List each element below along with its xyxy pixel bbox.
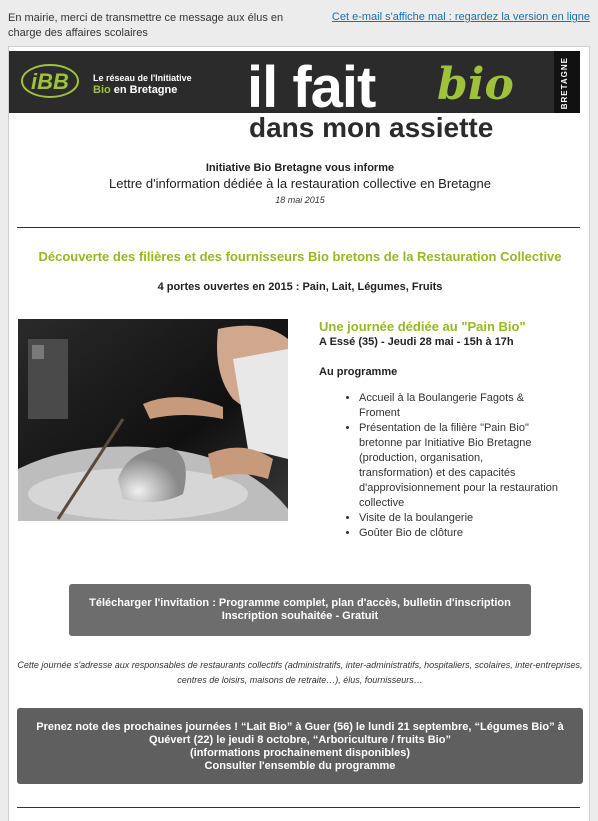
newsletter-title: Lettre d'information dédiée à la restauration collective en Bretagne (109, 176, 491, 191)
program-item: • Accueil à la Boulangerie Fagots & Froment (359, 391, 559, 421)
next-events-button[interactable] (17, 708, 583, 784)
event-title: Une journée dédiée au "Pain Bio" (319, 319, 526, 334)
next-events-note: (informations prochainement disponibles) (189, 747, 411, 759)
newsletter-card (8, 46, 590, 821)
logo-letters: iBB (31, 69, 69, 94)
download-invitation-button[interactable] (69, 584, 531, 636)
full-program-link: Consulter l'ensemble du programme (204, 760, 396, 772)
program-list (319, 391, 559, 541)
registration-note: Inscription souhaitée - Gratuit (221, 610, 379, 622)
program-item: • Présentation de la filière "Pain Bio" bretonne par Initiative Bio Bretagne (production, organisation, transformation) et des capacités d'approvisionnement pour la restauration collective (359, 421, 559, 511)
program-item: • Visite de la boulangerie (359, 511, 559, 526)
audience-text: Cette journée s'adresse aux responsables de restaurants collectifs (administratifs, inter-administratifs, hospitaliers, scolaires, inter-entreprises, centres de loisirs, maisons de retraite…), élus, fournisseurs… (17, 660, 583, 685)
intro-informs: Initiative Bio Bretagne vous informe (205, 162, 395, 174)
divider-bottom (17, 807, 580, 808)
forward-notice: En mairie, merci de transmettre ce message aux élus en charge des affaires scolaires (8, 12, 284, 39)
intro-block (9, 161, 590, 207)
banner-headline: il fait (247, 55, 376, 120)
next-events-text: Prenez note des prochaines journées ! “Lait Bio” à Guer (56) le lundi 21 septembre, “Légumes Bio” à Quévert (22) le jeudi 8 octobre, “Arboriculture / fruits Bio” (36, 721, 564, 746)
network-rest: en Bretagne (110, 84, 178, 96)
network-line1: Le réseau de l'Initiative (93, 73, 192, 83)
network-line2 (93, 84, 177, 96)
download-invitation-label: Télécharger l'invitation : Programme complet, plan d'accès, bulletin d'inscription (89, 597, 511, 609)
program-label: Au programme (319, 366, 398, 378)
network-bio-word: Bio (93, 84, 111, 96)
ibb-logo-icon (19, 61, 81, 101)
program-item: • Goûter Bio de clôture (359, 526, 559, 541)
banner-subline: dans mon assiette (249, 112, 494, 143)
view-online-link[interactable]: Cet e-mail s'affiche mal : regardez la version en ligne (331, 11, 590, 23)
event-date-place: A Essé (35) - Jeudi 28 mai - 15h à 17h (319, 336, 514, 348)
bakery-photo (18, 319, 288, 521)
preheader (0, 0, 598, 46)
newsletter-date: 18 mai 2015 (275, 195, 325, 205)
section-title: Découverte des filières et des fournisseurs Bio bretons de la Restauration Collective (38, 249, 562, 264)
bretagne-strip-text: BRETAGNE (560, 57, 569, 110)
divider (17, 227, 580, 228)
header-banner (9, 51, 590, 151)
section-subtitle: 4 portes ouvertes en 2015 : Pain, Lait, Légumes, Fruits (157, 281, 443, 293)
banner-bio-word: bio (437, 59, 514, 110)
